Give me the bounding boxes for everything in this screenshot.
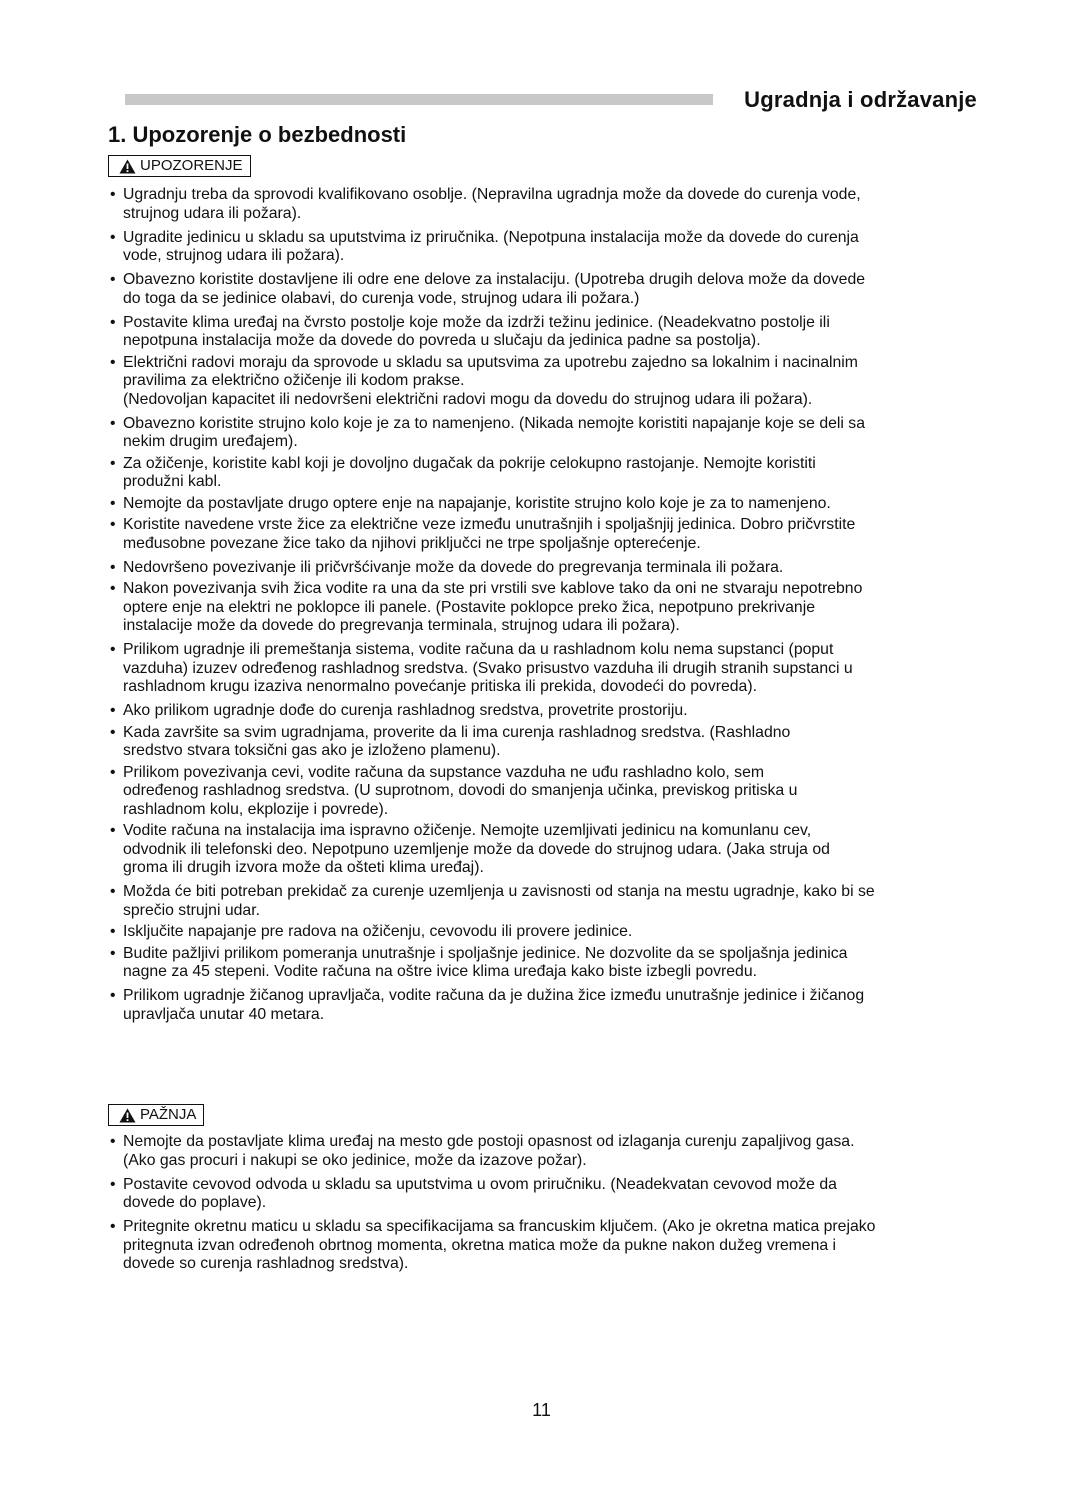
list-item: • Nedovršeno povezivanje ili pričvršćivanje može da dovede do pregrevanja terminala ili požara. [107,559,973,578]
list-item: • Prilikom povezivanja cevi, vodite računa da supstance vazduha ne uđu rashladno kolo, sem određenog rashladnog sredstva. (U suprotnom, dovodi do smanjenja učinka, previskog pritiska u rashladnom kolu, ekplozije i povrede). [107,764,973,820]
list-item: • Nakon povezivanja svih žica vodite ra una da ste pri vrstili sve kablove tako da oni ne stvaraju nepotrebno optere enje na elektri ne poklopce ili panele. (Postavite poklopce preko žica, nepotpuno prekrivanje instalacije može da dovede do pregrevanja terminala, strujnog udara ili požara). [107,580,973,636]
warning-label-text: UPOZORENJE [140,157,243,174]
list-item: • Obavezno koristite dostavljene ili odre ene delove za instalaciju. (Upotreba drugih delova može da dovede do toga da se jedinice olabavi, do curenja vode, strujnog udara ili požara.) [107,271,973,308]
list-item: • Postavite cevovod odvoda u skladu sa uputstvima u ovom priručniku. (Neadekvatan cevovod može da dovede do poplave). [107,1176,973,1213]
list-item: • Nemojte da postavljate klima uređaj na mesto gde postoji opasnost od izlaganja curenju zapaljivog gasa. (Ako gas procuri i nakupi se oko jedinice, može da izazove požar). [107,1133,973,1170]
list-item: • Ugradnju treba da sprovodi kvalifikovano osoblje. (Nepravilna ugradnja može da dovede do curenja vode, strujnog udara ili požara). [107,186,973,223]
list-item: • Možda će biti potreban prekidač za curenje uzemljenja u zavisnosti od stanja na mestu ugradnje, kako bi se sprečio strujni udar. [107,883,973,920]
warning-triangle-icon [119,159,136,174]
list-item: • Za ožičenje, koristite kabl koji je dovoljno dugačak da pokrije celokupno rastojanje. Nemojte koristiti produžni kabl. [107,455,973,492]
list-item: • Kada završite sa svim ugradnjama, proverite da li ima curenja rashladnog sredstva. (Rashladno sredstvo stvara toksični gas ako je izloženo plamenu). [107,724,973,761]
list-item: • Postavite klima uređaj na čvrsto postolje koje može da izdrži težinu jedinice. (Neadekvatno postolje ili nepotpuna instalacija može da dovede do povreda u slučaju da jedinica padne sa postolja). [107,314,973,351]
caution-label-box [108,1104,204,1126]
warning-label-box [108,155,251,177]
list-item: • Budite pažljivi prilikom pomeranja unutrašnje i spoljašnje jedinice. Ne dozvolite da se spoljašnja jedinica nagne za 45 stepeni. Vodite računa na oštre ivice klima uređaja kako biste izbegli povredu. [107,945,973,982]
section-title: 1. Upozorenje o bezbednosti [108,122,407,147]
list-item: • Prilikom ugradnje ili premeštanja sistema, vodite računa da u rashladnom kolu nema supstanci (poput vazduha) izuzev određenog rashladnog sredstva. (Svako prisustvo vazduha ili drugih stranih supstanci u rashladnom krugu izaziva nenormalno povećanje pritiska ili prekida, dovodeći do povreda). [107,641,973,697]
list-item: • Električni radovi moraju da sprovode u skladu sa uputsvima za upotrebu zajedno sa lokalnim i nacinalnim pravilima za električno ožičenje ili kodom prakse. (Nedovoljan kapacitet ili nedovršeni električni radovi mogu da dovedu do strujnog udara ili požara). [107,354,973,410]
caution-label-text: PAŽNJA [140,1106,197,1123]
list-item: • Prilikom ugradnje žičanog upravljača, vodite računa da je dužina žice između unutrašnje jedinice i žičanog upravljača unutar 40 metara. [107,987,973,1024]
header-title: Ugradnja i održavanje [744,87,977,112]
list-item: • Nemojte da postavljate drugo optere enje na napajanje, koristite strujno kolo koje je za to namenjeno. [107,495,973,514]
warning-triangle-icon [119,1108,136,1123]
list-item: • Ako prilikom ugradnje dođe do curenja rashladnog sredstva, provetrite prostoriju. [107,702,973,721]
header-rule [125,94,713,105]
page-number: 11 [532,1400,551,1420]
warning-list [107,186,973,1027]
list-item: • Isključite napajanje pre radova na ožičenju, cevovodu ili provere jedinice. [107,923,973,942]
list-item: • Koristite navedene vrste žice za električne veze između unutrašnjih i spoljašnjij jedinica. Dobro pričvrstite međusobne povezane žice tako da njihovi priključci ne trpe spoljašnje opterećenje. [107,516,973,553]
list-item: • Ugradite jedinicu u skladu sa uputstvima iz priručnika. (Nepotpuna instalacija može da dovede do curenja vode, strujnog udara ili požara). [107,229,973,266]
list-item: • Obavezno koristite strujno kolo koje je za to namenjeno. (Nikada nemojte koristiti napajanje koje se deli sa nekim drugim uređajem). [107,415,973,452]
list-item: • Vodite računa na instalacija ima ispravno ožičenje. Nemojte uzemljivati jedinicu na komunlanu cev, odvodnik ili telefonski deo. Nepotpuno uzemljenje može da dovede do strujnog udara. (Jaka struja od groma ili drugih izvora može da ošteti klima uređaj). [107,822,973,878]
caution-list [107,1133,973,1277]
list-item: • Pritegnite okretnu maticu u skladu sa specifikacijama sa francuskim ključem. (Ako je okretna matica prejako pritegnuta izvan određenoh obrtnog momenta, okretna matica može da pukne nakon dužeg vremena i dovede so curenja rashladnog sredstva). [107,1218,973,1274]
